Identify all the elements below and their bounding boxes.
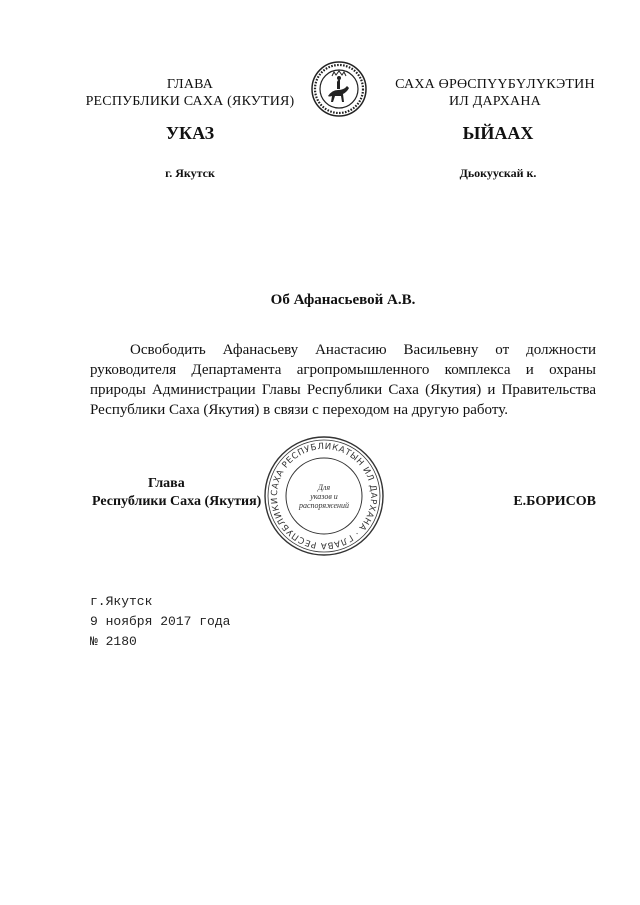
title-right: ЫЙААХ [462, 123, 534, 143]
stamp-center-line1: Для [317, 483, 331, 492]
header-right-line1: САХА ӨРӨСПҮҮБҮЛҮКЭТИН [395, 77, 595, 92]
header-right [385, 76, 605, 110]
header-left-line2: РЕСПУБЛИКИ САХА (ЯКУТИЯ) [85, 94, 295, 109]
city-right: Дьокуускай к. [459, 166, 537, 180]
stamp-ring-text: САХА РЕСПУБЛИКАТЫН ИЛ ДАРХАНА · ГЛАВА РЕСПУБЛИКИ [269, 441, 379, 551]
title-left: УКАЗ [165, 123, 215, 143]
signature-name: Е.БОРИСОВ [513, 494, 596, 509]
signature-position-line2: Республики Саха (Якутия) [92, 494, 262, 509]
city-left: г. Якутск [165, 166, 215, 180]
emblem-icon [310, 60, 368, 118]
footer-city: г.Якутск [90, 594, 153, 609]
decree-subject: Об Афанасьевой А.В. [270, 292, 416, 308]
footer-number: № 2180 [90, 634, 137, 649]
decree-body: Освободить Афанасьеву Анастасию Васильевну от должности руководителя Департамента агропромышленного комплекса и охраны природы Администрации Главы Республики Саха (Якутия) и Правительства Республики Саха (Якутия) в связи с переходом на другую работу. [90, 342, 596, 418]
official-stamp [262, 434, 386, 558]
stamp-center-line3: распоряжений [298, 501, 350, 510]
header-right-line2: ИЛ ДАРХАНА [448, 94, 541, 109]
coat-of-arms-emblem [310, 60, 368, 118]
signature-position-line1: Глава [148, 476, 185, 491]
header-left-line1: ГЛАВА [166, 77, 214, 92]
footer-date: 9 ноября 2017 года [90, 614, 231, 629]
footer [90, 592, 350, 652]
stamp-center-line2: указов и [310, 492, 338, 501]
header-left [80, 76, 300, 110]
stamp-icon [262, 434, 386, 558]
